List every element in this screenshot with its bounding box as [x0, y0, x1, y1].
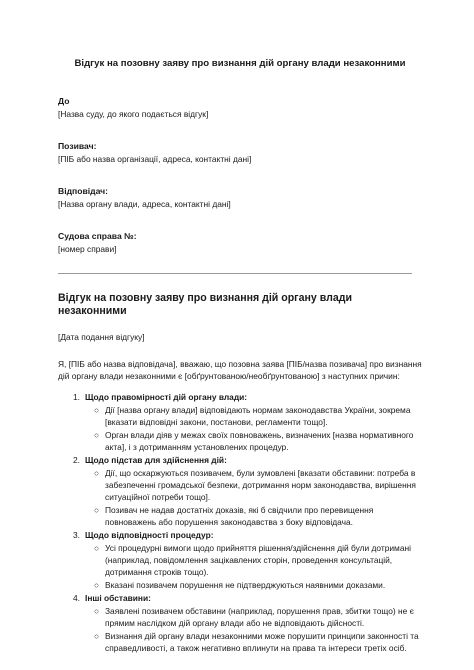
- sub-item-text: Усі процедурні вимоги щодо прийняття рішення/здійснення дій були дотримані (наприклад, повідомлення зацікавлених сторін, проведення консультацій, дотримання строків тощо).: [105, 543, 411, 577]
- sub-list-item: [85, 630, 422, 654]
- sub-item-text: Вказані позивачем порушення не підтверджуються наявними доказами.: [105, 580, 386, 590]
- list-item: [58, 454, 422, 528]
- sub-list-item: [85, 542, 422, 578]
- sub-list-item: [85, 605, 422, 629]
- field-value: [Назва суду, до якого подається відгук]: [58, 109, 209, 119]
- sub-item-text: Позивач не надав достатніх доказів, які б свідчили про перевищення повноважень або порушення законодавства з боку відповідача.: [105, 505, 374, 527]
- intro-paragraph: Я, [ПІБ або назва відповідача], вважаю, що позовна заява [ПІБ/назва позивача] про визнання дій органу влади незаконними є [обґрунтованою/необґрунтованою] з наступних причин:: [58, 359, 422, 381]
- arguments-list: [58, 391, 422, 654]
- sub-item-text: Заявлені позивачем обставини (наприклад, порушення прав, збитки тощо) не є прямим наслідком дій органу влади або не відповідають дійсності.: [105, 606, 414, 628]
- list-item: [58, 592, 422, 654]
- field-case-number: [58, 231, 422, 255]
- bullet-circle-icon: ○: [94, 430, 100, 440]
- sub-list: [85, 404, 422, 453]
- field-defendant: [58, 186, 422, 210]
- sub-list-item: [85, 404, 422, 428]
- submission-date: [Дата подання відгуку]: [58, 332, 145, 342]
- field-label: До: [58, 96, 70, 106]
- document-title: Відгук на позовну заяву про визнання дій органу влади незаконними: [74, 58, 406, 69]
- list-item: [58, 529, 422, 591]
- sub-item-text: Визнання дій органу влади незаконними може порушити принципи законності та справедливості, а також негативно вплинути на права та інтереси третіх осіб.: [105, 631, 419, 653]
- field-label: Судова справа №:: [58, 231, 137, 241]
- sub-item-text: Дії [назва органу влади] відповідають нормам законодавства України, зокрема [вказати відповідні закони, постанови, регламенти тощо].: [105, 405, 411, 427]
- field-label: Позивач:: [58, 141, 97, 151]
- item-title: Щодо відповідності процедур:: [85, 530, 214, 540]
- item-number: 3.: [73, 530, 80, 540]
- sub-list: [85, 605, 422, 654]
- field-court: [58, 96, 422, 120]
- bullet-circle-icon: ○: [94, 405, 100, 415]
- sub-list-item: [85, 504, 422, 528]
- sub-list: [85, 542, 422, 591]
- sub-list-item: [85, 467, 422, 503]
- item-title: Інші обставини:: [85, 593, 151, 603]
- field-label: Відповідач:: [58, 186, 109, 196]
- bullet-circle-icon: ○: [94, 543, 100, 553]
- horizontal-divider: [58, 273, 412, 274]
- bullet-circle-icon: ○: [94, 468, 100, 478]
- item-title: Щодо правомірності дій органу влади:: [85, 392, 248, 402]
- bullet-circle-icon: ○: [94, 606, 100, 616]
- field-value: [ПІБ або назва організації, адреса, контактні дані]: [58, 154, 252, 164]
- item-number: 1.: [73, 392, 80, 402]
- item-number: 4.: [73, 593, 80, 603]
- sub-list-item: [85, 429, 422, 453]
- bullet-circle-icon: ○: [94, 580, 100, 590]
- section-title: Відгук на позовну заяву про визнання дій органу влади незаконними: [58, 292, 352, 317]
- item-number: 2.: [73, 455, 80, 465]
- list-item: [58, 391, 422, 453]
- sub-item-text: Дії, що оскаржуються позивачем, були зумовлені [вказати обставини: потреба в забезпеченні громадської безпеки, дотримання норм законодавства, вирішення ситуаційної потреби тощо].: [105, 468, 416, 502]
- sub-list-item: [85, 579, 422, 591]
- field-value: [Назва органу влади, адреса, контактні дані]: [58, 199, 231, 209]
- bullet-circle-icon: ○: [94, 505, 100, 515]
- item-title: Щодо підстав для здійснення дій:: [85, 455, 227, 465]
- sub-item-text: Орган влади діяв у межах своїх повноважень, визначених [назва нормативного акта], і з дотриманням установлених процедур.: [105, 430, 414, 452]
- field-plaintiff: [58, 141, 422, 165]
- bullet-circle-icon: ○: [94, 631, 100, 641]
- sub-list: [85, 467, 422, 528]
- field-value: [номер справи]: [58, 244, 117, 254]
